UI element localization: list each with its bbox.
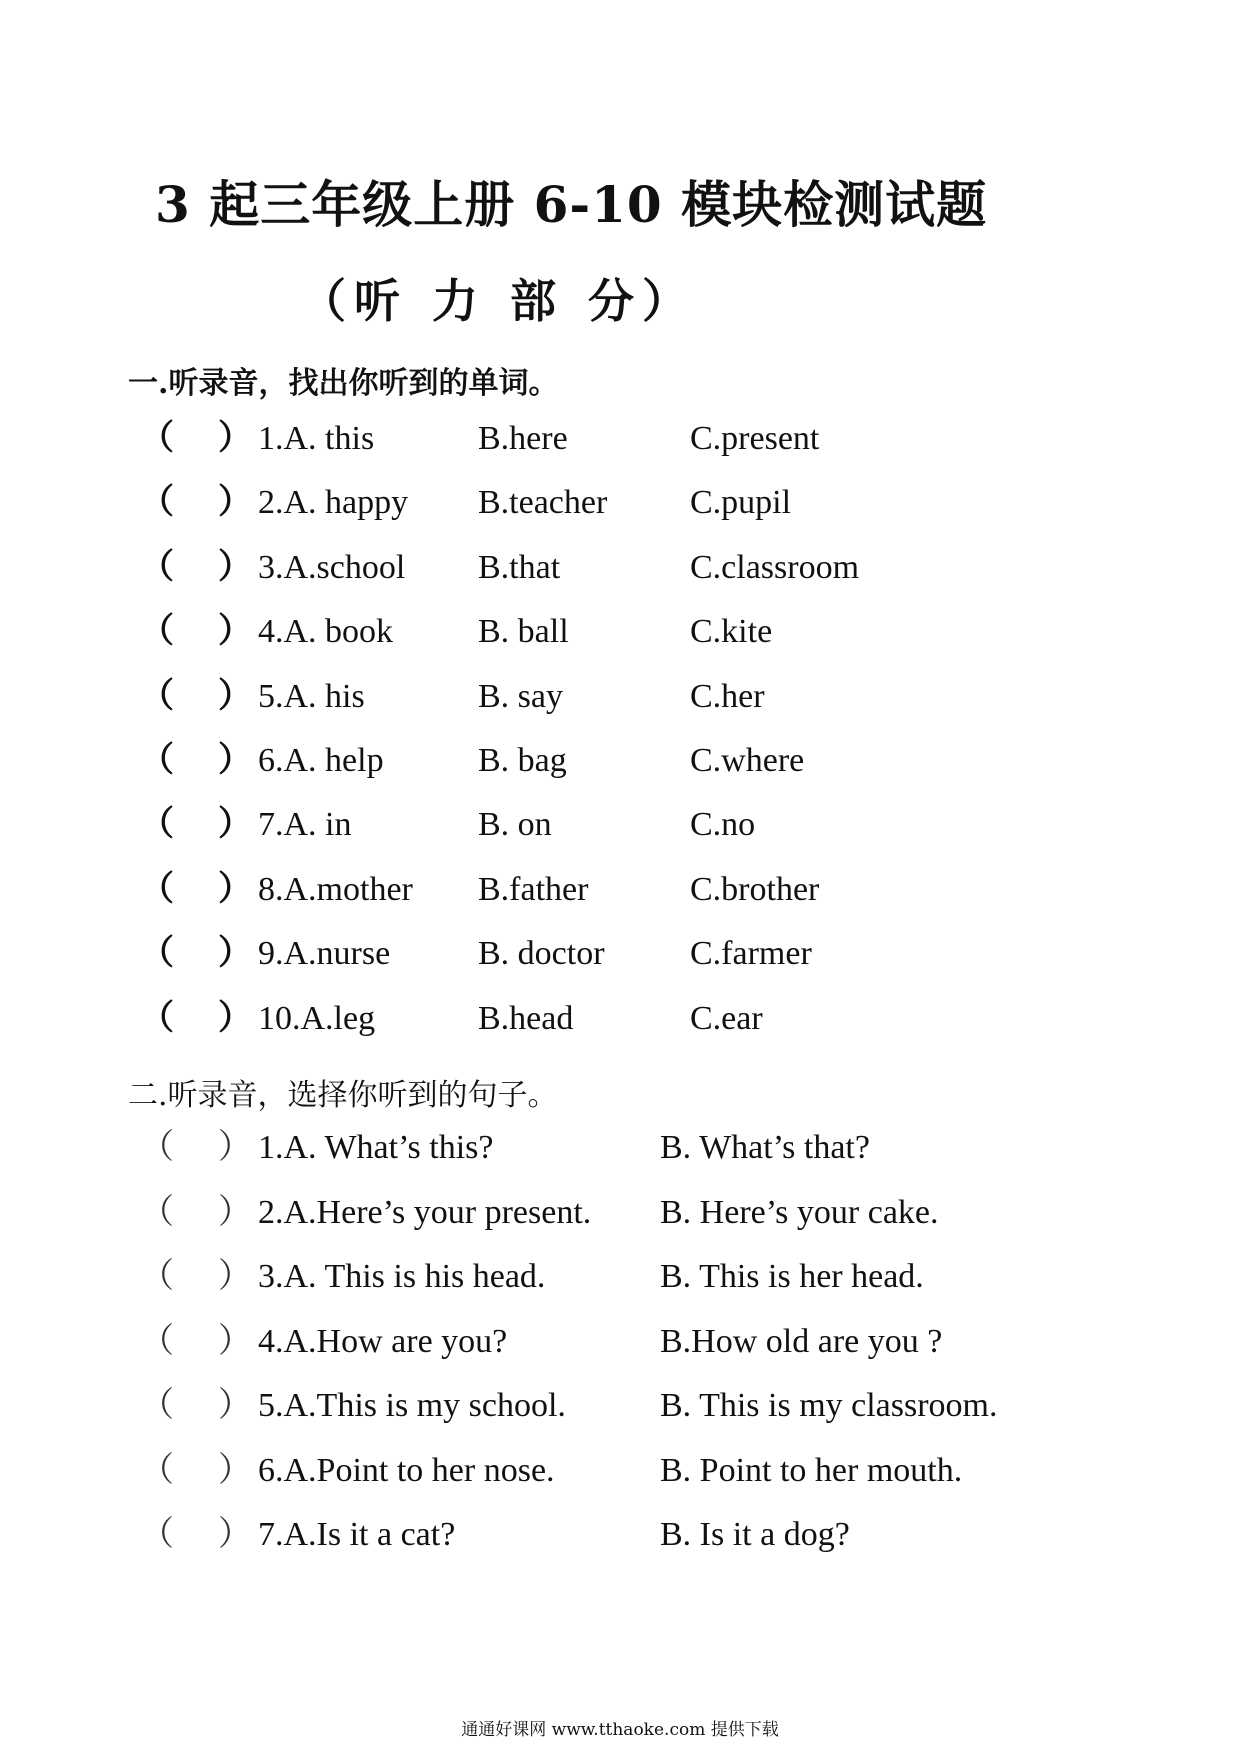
close-paren: ） bbox=[218, 1516, 252, 1553]
option-a: 2.A. happy bbox=[258, 484, 409, 522]
option-c: C.farmer bbox=[690, 935, 812, 973]
question-row bbox=[0, 483, 1240, 533]
open-paren: （ bbox=[140, 1387, 174, 1424]
page-title: 3 起三年级上册 6-10 模块检测试题 bbox=[155, 175, 988, 234]
option-b: B.that bbox=[478, 548, 561, 586]
open-paren: （ bbox=[140, 999, 174, 1037]
option-a: 7.A. in bbox=[258, 806, 352, 844]
option-a: 5.A.This is my school. bbox=[258, 1387, 566, 1424]
open-paren: （ bbox=[140, 484, 174, 522]
close-paren: ） bbox=[218, 1129, 252, 1166]
option-b: B. Here’s your cake. bbox=[660, 1193, 939, 1231]
close-paren: ） bbox=[218, 999, 252, 1037]
answer-blank[interactable] bbox=[140, 677, 252, 717]
option-a: 4.A. book bbox=[258, 613, 394, 651]
option-b: B.teacher bbox=[478, 484, 608, 522]
section2-heading: 二.听录音，选择你听到的句子。 bbox=[128, 1078, 558, 1113]
answer-blank[interactable] bbox=[140, 870, 252, 910]
answer-blank[interactable] bbox=[140, 483, 252, 523]
close-paren: ） bbox=[218, 677, 252, 715]
option-a: 10.A.leg bbox=[258, 999, 376, 1037]
answer-blank[interactable] bbox=[140, 999, 252, 1039]
option-a: 6.A.Point to her nose. bbox=[258, 1451, 555, 1489]
answer-blank[interactable] bbox=[140, 1386, 252, 1426]
option-a: 5.A. his bbox=[258, 677, 365, 715]
option-b: B. This is her head. bbox=[660, 1258, 924, 1295]
question-row bbox=[0, 1515, 1240, 1565]
close-paren: ） bbox=[218, 420, 252, 457]
question-row bbox=[0, 612, 1240, 662]
open-paren: （ bbox=[140, 1322, 174, 1360]
section1-heading: 一.听录音，找出你听到的单词。 bbox=[128, 366, 559, 401]
option-b: B.head bbox=[478, 999, 574, 1037]
option-b: B. Point to her mouth. bbox=[660, 1451, 963, 1489]
option-c: C.classroom bbox=[690, 548, 860, 586]
option-c: C.her bbox=[690, 677, 765, 715]
open-paren: （ bbox=[140, 1129, 174, 1166]
question-row bbox=[0, 1322, 1240, 1372]
question-row bbox=[0, 419, 1240, 469]
answer-blank[interactable] bbox=[140, 1322, 252, 1362]
question-row bbox=[0, 548, 1240, 598]
open-paren: （ bbox=[140, 935, 174, 973]
option-b: B. say bbox=[478, 677, 563, 715]
close-paren: ） bbox=[218, 1258, 252, 1295]
close-paren: ） bbox=[218, 548, 252, 586]
page-subtitle: （听 力 部 分） bbox=[300, 274, 697, 328]
option-c: C.ear bbox=[690, 999, 763, 1037]
option-a: 3.A. This is his head. bbox=[258, 1258, 546, 1295]
question-row bbox=[0, 1128, 1240, 1178]
close-paren: ） bbox=[218, 742, 252, 779]
open-paren: （ bbox=[140, 1193, 174, 1231]
answer-blank[interactable] bbox=[140, 934, 252, 974]
close-paren: ） bbox=[218, 935, 252, 973]
close-paren: ） bbox=[218, 484, 252, 522]
question-row bbox=[0, 1257, 1240, 1307]
question-row bbox=[0, 870, 1240, 920]
question-row bbox=[0, 934, 1240, 984]
option-b: B.father bbox=[478, 870, 589, 908]
close-paren: ） bbox=[218, 1451, 252, 1489]
close-paren: ） bbox=[218, 870, 252, 908]
option-b: B.How old are you ? bbox=[660, 1322, 943, 1360]
answer-blank[interactable] bbox=[140, 548, 252, 588]
question-row bbox=[0, 677, 1240, 727]
close-paren: ） bbox=[218, 1322, 252, 1360]
option-c: C.present bbox=[690, 420, 820, 457]
option-a: 4.A.How are you? bbox=[258, 1322, 508, 1360]
open-paren: （ bbox=[140, 1451, 174, 1489]
option-b: B. bag bbox=[478, 742, 567, 779]
option-b: B. This is my classroom. bbox=[660, 1387, 998, 1424]
option-a: 3.A.school bbox=[258, 548, 406, 586]
question-row bbox=[0, 1193, 1240, 1243]
option-c: C.pupil bbox=[690, 484, 792, 522]
option-b: B. Is it a dog? bbox=[660, 1516, 850, 1553]
question-row bbox=[0, 1451, 1240, 1501]
answer-blank[interactable] bbox=[140, 1128, 252, 1168]
open-paren: （ bbox=[140, 420, 174, 457]
option-b: B. What’s that? bbox=[660, 1129, 870, 1166]
footer-note: 通通好课网 www.tthaoke.com 提供下载 bbox=[461, 1720, 779, 1740]
answer-blank[interactable] bbox=[140, 612, 252, 652]
question-row bbox=[0, 1386, 1240, 1436]
question-row bbox=[0, 999, 1240, 1049]
question-row bbox=[0, 741, 1240, 791]
option-c: C.kite bbox=[690, 613, 773, 651]
open-paren: （ bbox=[140, 1258, 174, 1295]
answer-blank[interactable] bbox=[140, 419, 252, 459]
close-paren: ） bbox=[218, 1387, 252, 1424]
open-paren: （ bbox=[140, 548, 174, 586]
option-c: C.brother bbox=[690, 870, 820, 908]
option-a: 7.A.Is it a cat? bbox=[258, 1516, 456, 1553]
option-a: 1.A. this bbox=[258, 420, 375, 457]
option-b: B.here bbox=[478, 420, 568, 457]
option-b: B. ball bbox=[478, 613, 569, 651]
option-a: 6.A. help bbox=[258, 742, 384, 779]
option-a: 2.A.Here’s your present. bbox=[258, 1193, 592, 1231]
open-paren: （ bbox=[140, 1516, 174, 1553]
option-b: B. doctor bbox=[478, 935, 605, 973]
option-a: 9.A.nurse bbox=[258, 935, 391, 973]
option-c: C.no bbox=[690, 806, 756, 844]
option-a: 1.A. What’s this? bbox=[258, 1129, 494, 1166]
close-paren: ） bbox=[218, 806, 252, 844]
answer-blank[interactable] bbox=[140, 805, 252, 845]
open-paren: （ bbox=[140, 870, 174, 908]
option-b: B. on bbox=[478, 806, 552, 844]
close-paren: ） bbox=[218, 1193, 252, 1231]
answer-blank[interactable] bbox=[140, 1193, 252, 1233]
option-a: 8.A.mother bbox=[258, 870, 413, 908]
answer-blank[interactable] bbox=[140, 1451, 252, 1491]
question-row bbox=[0, 805, 1240, 855]
option-c: C.where bbox=[690, 742, 805, 779]
open-paren: （ bbox=[140, 677, 174, 715]
answer-blank[interactable] bbox=[140, 1257, 252, 1297]
open-paren: （ bbox=[140, 806, 174, 844]
answer-blank[interactable] bbox=[140, 1515, 252, 1555]
close-paren: ） bbox=[218, 613, 252, 651]
answer-blank[interactable] bbox=[140, 741, 252, 781]
open-paren: （ bbox=[140, 742, 174, 779]
open-paren: （ bbox=[140, 613, 174, 651]
